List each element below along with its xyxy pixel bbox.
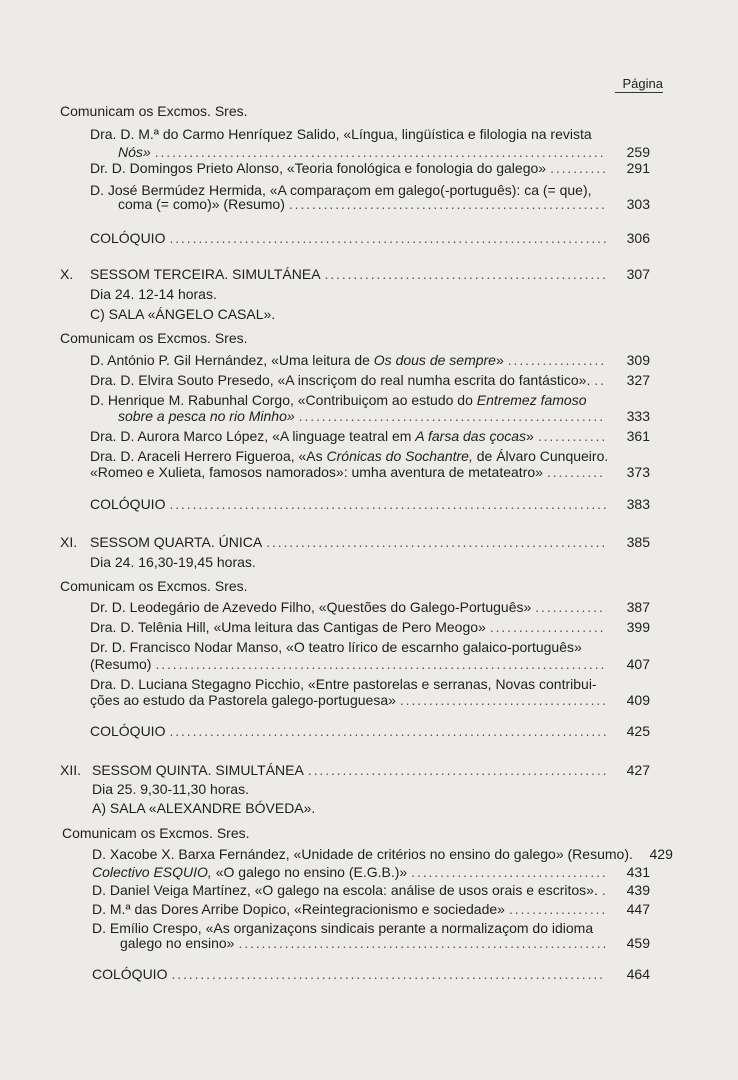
section-intro: Comunicam os Excmos. Sres. (60, 103, 248, 119)
page-number: 306 (626, 230, 650, 246)
page-number: 464 (626, 966, 650, 982)
entry-text: COLÓQUIO (90, 496, 166, 512)
toc-entry (90, 352, 650, 369)
toc-section-heading (90, 534, 650, 551)
entry-text: sobre a pesca no rio Minho» (118, 408, 295, 424)
toc-entry-coloquio (90, 496, 650, 513)
page-column-header: Página (615, 76, 663, 93)
toc-entry (90, 160, 650, 177)
entry-text: Nós» (118, 144, 151, 160)
page-number: 307 (626, 266, 650, 282)
section-date: Dia 24. 16,30-19,45 horas. (90, 554, 256, 570)
entry-text: galego no ensino» (120, 935, 235, 951)
toc-entry (90, 692, 650, 709)
page-number: 327 (626, 372, 650, 388)
page-number: 407 (626, 656, 650, 672)
section-number: XII. (60, 762, 82, 778)
entry-text: Dra. D. Telênia Hill, «Uma leitura das Cantigas de Pero Meogo» (90, 619, 486, 635)
entry-text: D. Emílio Crespo, «As organizaçons sindicais perante a normalizaçom do idioma (92, 920, 594, 936)
toc-entry (118, 408, 650, 425)
toc-entry (92, 882, 650, 899)
section-room: A) SALA «ALEXANDRE BÓVEDA». (92, 800, 316, 816)
entry-text: ções ao estudo da Pastorela galego-portuguesa» (90, 692, 396, 708)
page-number: 385 (626, 534, 650, 550)
toc-entry (90, 372, 650, 389)
page-number: 459 (626, 935, 650, 951)
toc-entry (92, 901, 650, 918)
page-number: 259 (626, 144, 650, 160)
page-number: 373 (626, 464, 650, 480)
entry-text: Dra. D. Aurora Marco López, «A linguage teatral em A farsa das çocas» (90, 428, 534, 444)
page-number: 309 (626, 352, 650, 368)
section-number: XI. (60, 534, 78, 550)
page-number: 447 (626, 901, 650, 917)
toc-entry-coloquio (90, 723, 650, 740)
page-number: 409 (626, 692, 650, 708)
page-number: 303 (626, 196, 650, 212)
toc-entry (90, 428, 650, 445)
section-intro: Comunicam os Excmos. Sres. (62, 825, 250, 841)
entry-text: D. Xacobe X. Barxa Fernández, «Unidade de critérios no ensino do galego» (Resumo). (92, 846, 633, 862)
entry-text: D. M.ª das Dores Arribe Dopico, «Reintegracionismo e sociedade» (92, 901, 505, 917)
entry-text: D. José Bermúdez Hermida, «A comparaçom em galego(-português): ca (= que), (90, 182, 592, 198)
entry-text: Dr. D. Francisco Nodar Manso, «O teatro lírico de escarnho galaico-português» (90, 639, 582, 655)
entry-text: COLÓQUIO (92, 966, 168, 982)
toc-entry (120, 935, 650, 952)
entry-text: D. Henrique M. Rabunhal Corgo, «Contribuiçom ao estudo do Entremez famoso (90, 392, 587, 408)
entry-text: Dr. D. Domingos Prieto Alonso, «Teoria fonológica e fonologia do galego» (90, 160, 547, 176)
entry-text: Dra. D. M.ª do Carmo Henríquez Salido, «Língua, lingüística e filologia na revista (90, 126, 592, 142)
entry-text: (Resumo) (90, 656, 152, 672)
entry-text: Dra. D. Elvira Souto Presedo, «A inscriçom do real numha escrita do fantástico». (90, 372, 591, 388)
entry-text: Dra. D. Luciana Stegagno Picchio, «Entre pastorelas e serranas, Novas contribui- (90, 676, 597, 692)
entry-text: D. António P. Gil Hernández, «Uma leitura de Os dous de sempre» (90, 352, 504, 368)
entry-text: Dr. D. Leodegário de Azevedo Filho, «Questões do Galego-Português» (90, 599, 532, 615)
entry-text: COLÓQUIO (90, 723, 166, 739)
entry-text: D. Daniel Veiga Martínez, «O galego na escola: análise de usos orais e escritos». (92, 882, 598, 898)
section-room: C) SALA «ÁNGELO CASAL». (90, 306, 276, 322)
toc-entry (90, 619, 650, 636)
toc-section-heading (90, 266, 650, 283)
page-number: 427 (626, 762, 650, 778)
page-number: 431 (626, 864, 650, 880)
page-number: 425 (626, 723, 650, 739)
toc-entry (118, 144, 650, 161)
page-number: 361 (626, 428, 650, 444)
entry-text: coma (= como)» (Resumo) (118, 196, 285, 212)
section-date: Dia 24. 12-14 horas. (90, 286, 217, 302)
page-number: 429 (649, 846, 673, 862)
section-title: SESSOM QUARTA. ÚNICA (90, 534, 263, 550)
toc-entry-coloquio (92, 966, 650, 983)
page-number: 439 (626, 882, 650, 898)
page-number: 387 (626, 599, 650, 615)
entry-text: Dra. D. Araceli Herrero Figueroa, «As Crónicas do Sochantre, de Álvaro Cunqueiro. (90, 448, 609, 464)
section-date: Dia 25. 9,30-11,30 horas. (92, 781, 249, 797)
page-number: 333 (626, 408, 650, 424)
page-number: 399 (626, 619, 650, 635)
section-title: SESSOM QUINTA. SIMULTÁNEA (92, 762, 304, 778)
toc-entry (90, 599, 650, 616)
toc-entry-coloquio (90, 230, 650, 247)
page-number: 291 (626, 160, 650, 176)
section-intro: Comunicam os Excmos. Sres. (60, 330, 248, 346)
section-intro: Comunicam os Excmos. Sres. (60, 578, 248, 594)
toc-section-heading (92, 762, 650, 779)
entry-text: «Romeo e Xulieta, famosos namorados»: umha aventura de metateatro» (90, 464, 543, 480)
page-number: 383 (626, 496, 650, 512)
section-title: SESSOM TERCEIRA. SIMULTÁNEA (90, 266, 321, 282)
toc-entry (90, 656, 650, 673)
toc-entry (118, 196, 650, 213)
toc-entry (90, 464, 650, 481)
toc-entry (92, 864, 650, 881)
entry-text: COLÓQUIO (90, 230, 166, 246)
entry-text: Colectivo ESQUIO, «O galego no ensino (E.G.B.)» (92, 864, 408, 880)
toc-entry (92, 846, 673, 863)
section-number: X. (60, 266, 74, 282)
